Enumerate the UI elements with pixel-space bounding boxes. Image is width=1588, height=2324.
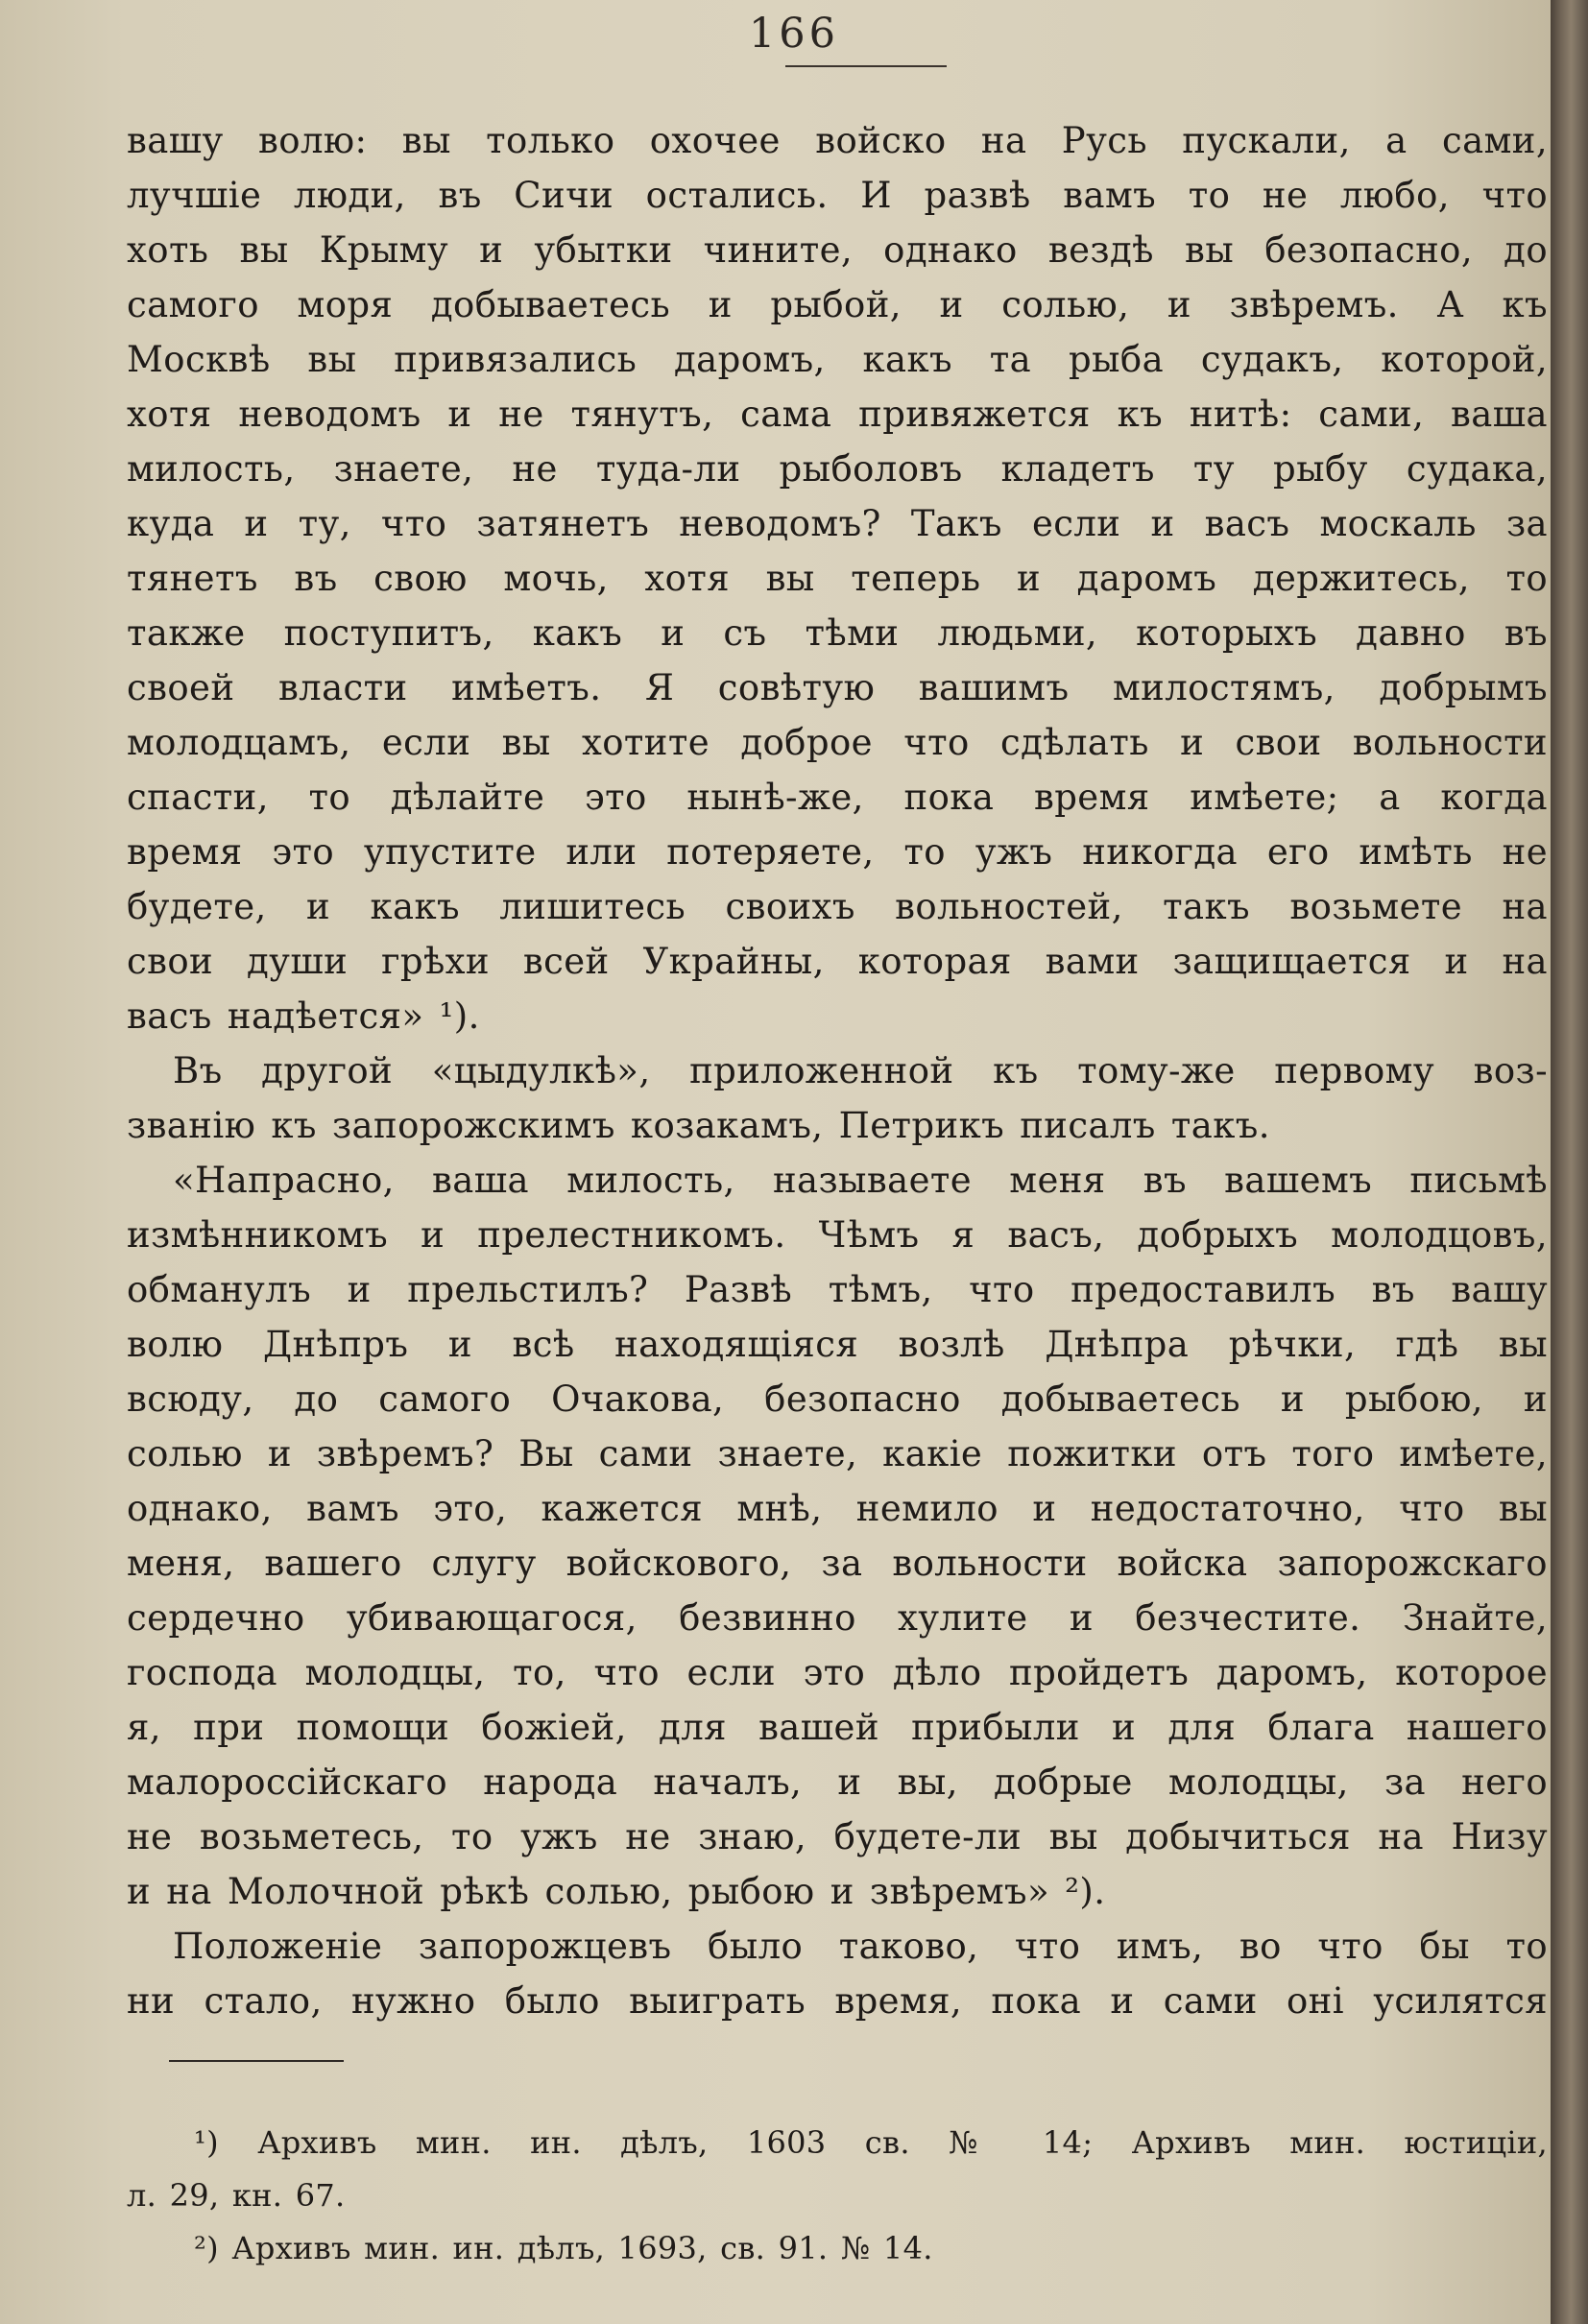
- quote-line: меня, вашего слугу войскового, за вольности войска запорожскаго: [127, 1543, 1548, 1584]
- paragraph-end-line: васъ надѣется» ¹).: [127, 995, 480, 1037]
- quote-start-line: «Напрасно, ваша милость, называете меня въ вашемъ письмѣ: [173, 1160, 1548, 1201]
- text-line: ни стало, нужно было выиграть время, пока и сами оні усилятся: [127, 1980, 1548, 2022]
- footnotes: [127, 2117, 1548, 2275]
- quote-line: сердечно убивающагося, безвинно хулите и безчестите. Знайте,: [127, 1597, 1548, 1639]
- text-line: Москвѣ вы привязались даромъ, какъ та рыба судакъ, которой,: [127, 339, 1548, 380]
- text-line: тянетъ въ свою мочь, хотя вы теперь и даромъ держитесь, то: [127, 558, 1548, 599]
- paragraph-start-line: Въ другой «цыдулкѣ», приложенной къ тому-же первому воз-: [173, 1050, 1548, 1091]
- text-line: хотя неводомъ и не тянутъ, сама привяжется къ нитѣ: сами, ваша: [127, 394, 1548, 435]
- page-number: 166: [748, 10, 840, 58]
- quote-line: не возьметесь, то ужъ не знаю, будете-ли вы добычиться на Низу: [127, 1816, 1548, 1857]
- quote-line: я, при помощи божіей, для вашей прибыли и для блага нашего: [127, 1707, 1548, 1748]
- text-line: время это упустите или потеряете, то ужъ никогда его имѣть не: [127, 831, 1548, 873]
- footnote-1-continued: л. 29, кн. 67.: [127, 2177, 346, 2214]
- text-line: хоть вы Крыму и убытки чините, однако вездѣ вы безопасно, до: [127, 229, 1548, 271]
- text-line: своей власти имѣетъ. Я совѣтую вашимъ милостямъ, добрымъ: [127, 667, 1548, 708]
- quote-line: волю Днѣпръ и всѣ находящіяся возлѣ Днѣпра рѣчки, гдѣ вы: [127, 1324, 1548, 1365]
- paragraph-start-line: Положеніе запорожцевъ было таково, что имъ, во что бы то: [173, 1926, 1548, 1967]
- quote-line: обманулъ и прельстилъ? Развѣ тѣмъ, что предоставилъ въ вашу: [127, 1269, 1548, 1310]
- text-line: милость, знаете, не туда-ли рыболовъ кладетъ ту рыбу судака,: [127, 448, 1548, 490]
- footnote-rule: [169, 2060, 344, 2062]
- paragraph-end-line: званію къ запорожскимъ козакамъ, Петрикъ писалъ такъ.: [127, 1105, 1270, 1146]
- text-line: вашу волю: вы только охочее войско на Русь пускали, а сами,: [127, 120, 1548, 161]
- footnote-1: ¹) Архивъ мин. ин. дѣлъ, 1603 св. № 14; Архивъ мин. юстиціи,: [194, 2124, 1548, 2161]
- text-line: лучшіе люди, въ Сичи остались. И развѣ вамъ то не любо, что: [127, 175, 1548, 216]
- text-line: куда и ту, что затянетъ неводомъ? Такъ если и васъ москаль за: [127, 503, 1548, 544]
- quote-line: измѣнникомъ и прелестникомъ. Чѣмъ я васъ, добрыхъ молодцовъ,: [127, 1214, 1548, 1256]
- quote-end-line: и на Молочной рѣкѣ солью, рыбою и звѣремъ» ²).: [127, 1871, 1106, 1912]
- body-text: [127, 113, 1548, 2028]
- header-rule: [785, 65, 947, 67]
- page-edge: [1551, 0, 1588, 2324]
- quote-line: малороссійскаго народа началъ, и вы, добрые молодцы, за него: [127, 1761, 1548, 1803]
- quote-line: однако, вамъ это, кажется мнѣ, немило и недостаточно, что вы: [127, 1488, 1548, 1529]
- text-line: также поступитъ, какъ и съ тѣми людьми, которыхъ давно въ: [127, 612, 1548, 654]
- text-line: будете, и какъ лишитесь своихъ вольностей, такъ возьмете на: [127, 886, 1548, 927]
- text-line: самого моря добываетесь и рыбой, и солью, и звѣремъ. А къ: [127, 284, 1548, 325]
- text-line: свои души грѣхи всей Украйны, которая вами защищается и на: [127, 941, 1548, 982]
- quote-line: солью и звѣремъ? Вы сами знаете, какіе пожитки отъ того имѣете,: [127, 1433, 1548, 1474]
- quote-line: господа молодцы, то, что если это дѣло пройдетъ даромъ, которое: [127, 1652, 1548, 1693]
- quote-line: всюду, до самого Очакова, безопасно добываетесь и рыбою, и: [127, 1378, 1548, 1420]
- text-line: спасти, то дѣлайте это нынѣ-же, пока время имѣете; а когда: [127, 777, 1548, 818]
- text-line: молодцамъ, если вы хотите доброе что сдѣлать и свои вольности: [127, 722, 1548, 763]
- footnote-2: ²) Архивъ мин. ин. дѣлъ, 1693, св. 91. № 14.: [194, 2230, 933, 2266]
